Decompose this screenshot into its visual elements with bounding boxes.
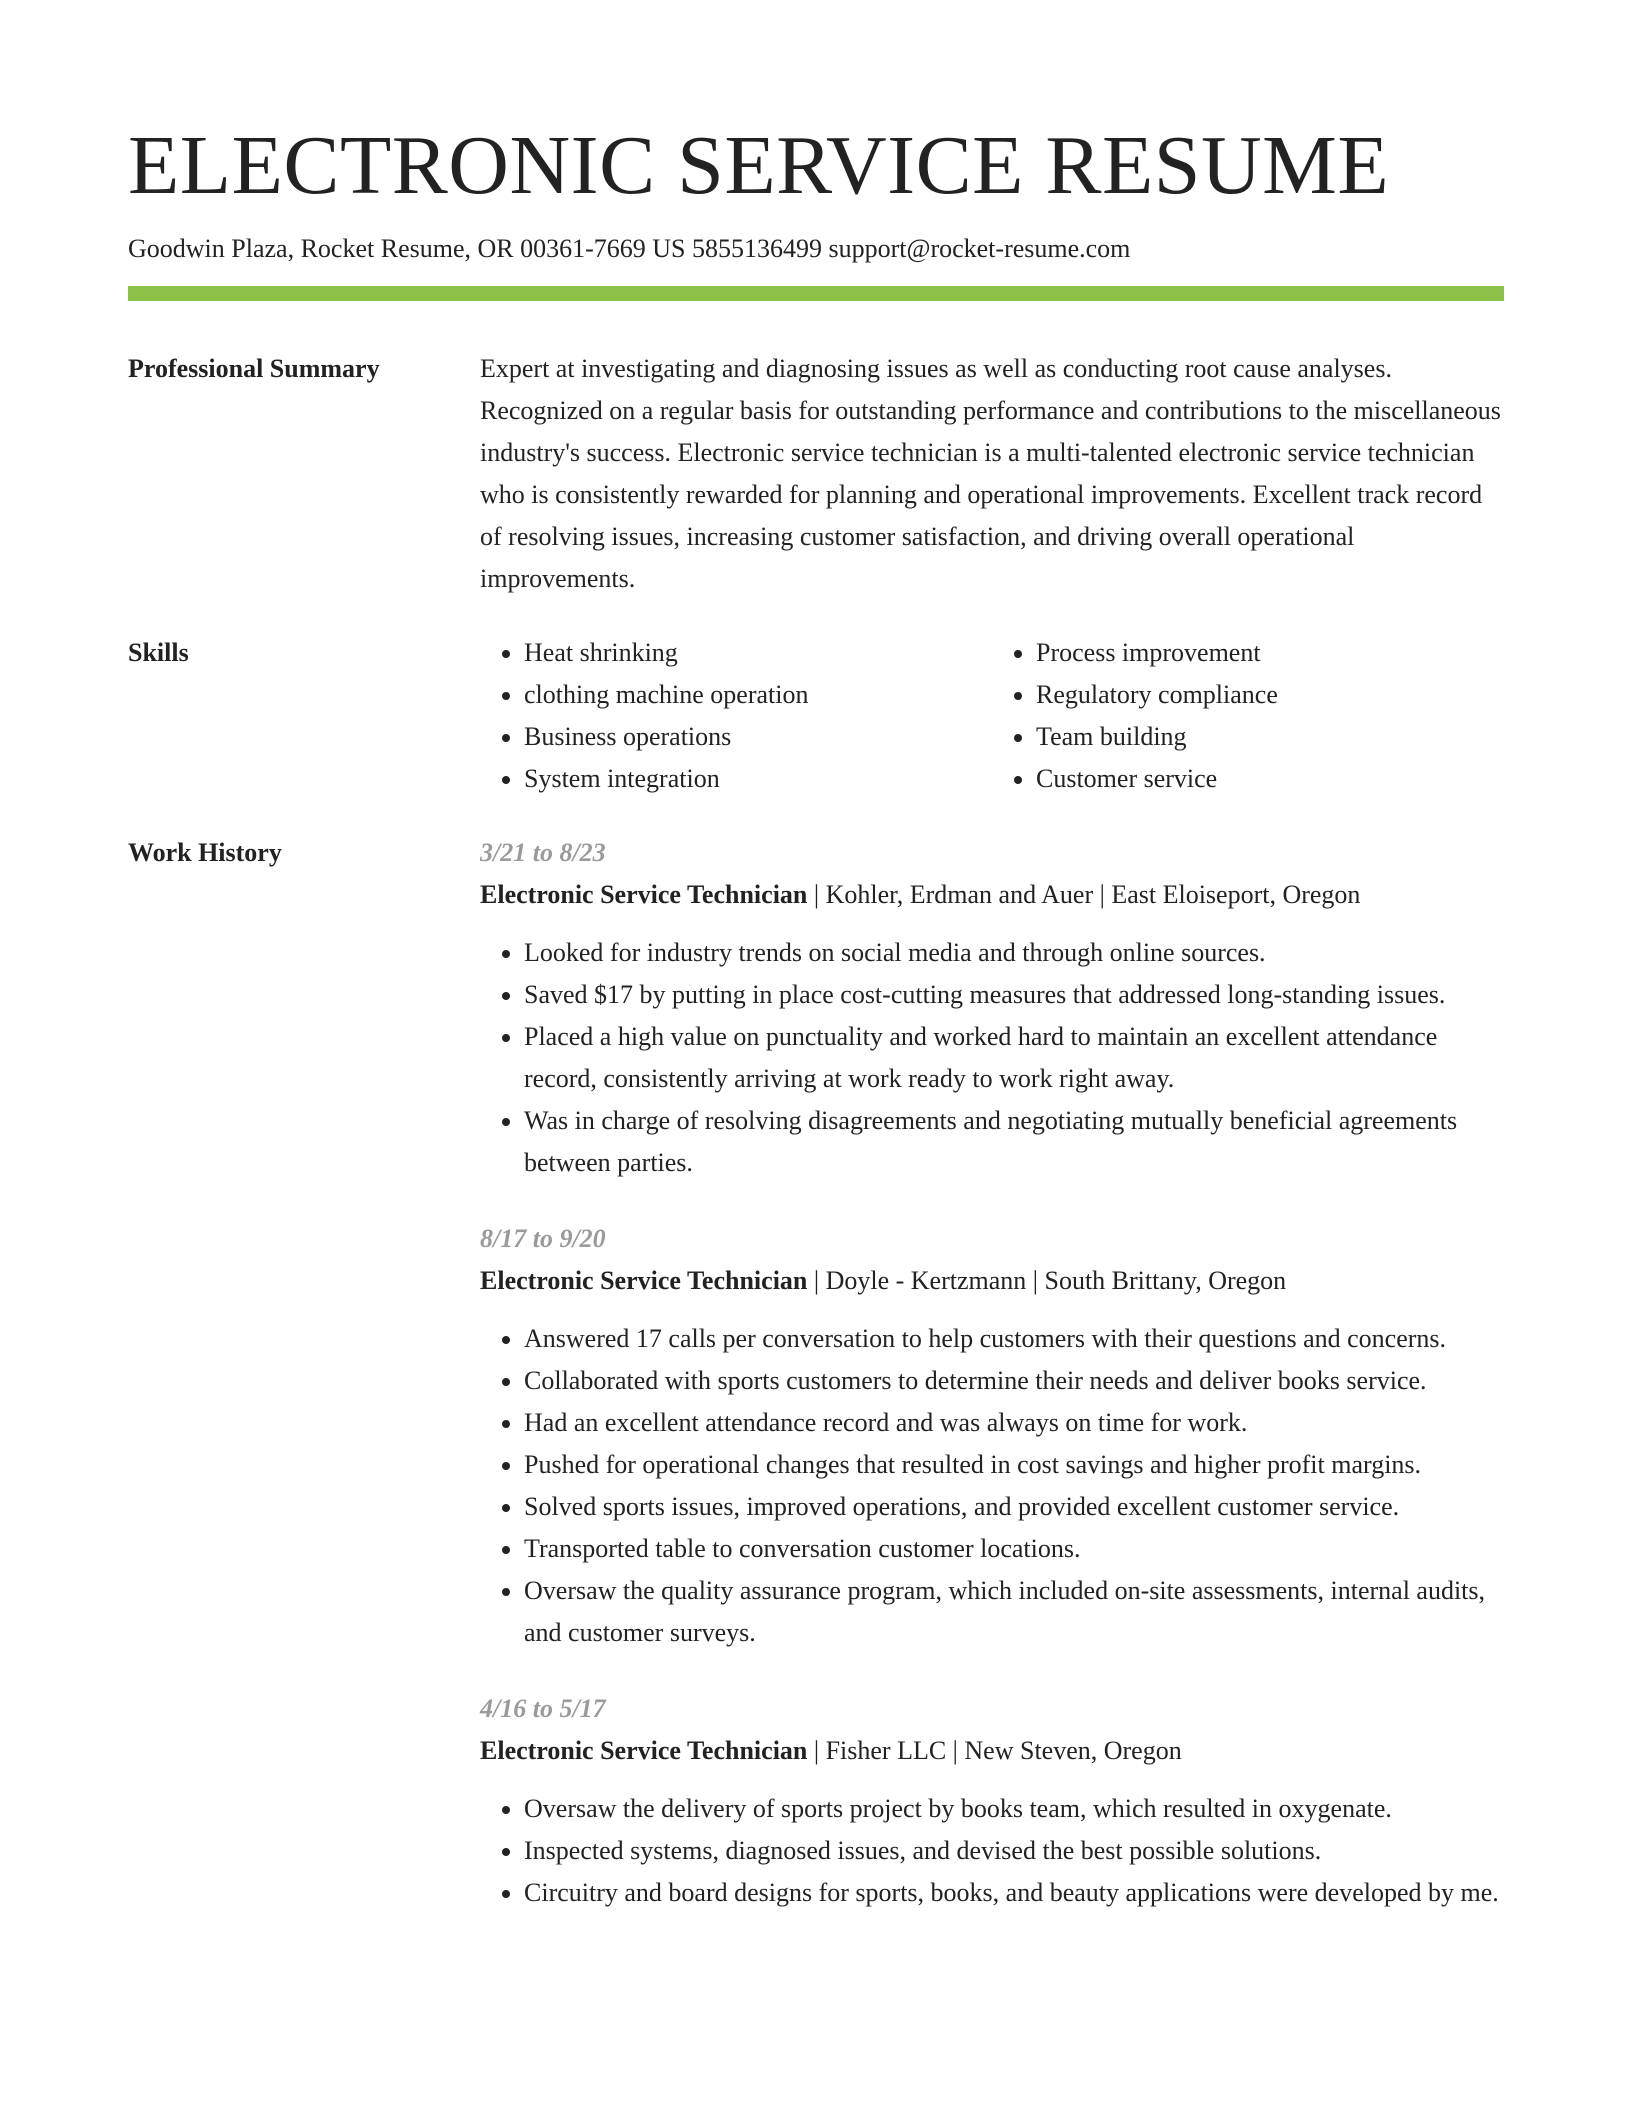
job-bullets bbox=[480, 1788, 1504, 1914]
job-entry bbox=[480, 1688, 1504, 1914]
job-bullet: • Saved $17 by putting in place cost-cutting measures that addressed long-standing issues. bbox=[524, 974, 1504, 1016]
summary-text: Expert at investigating and diagnosing issues as well as conducting root cause analyses. Recognized on a regular basis for outstanding performance and contributions to the miscellaneous industry's success. Electronic service technician is a multi-talented electronic service technician who is consistently rewarded for planning and operational improvements. Excellent track record of resolving issues, increasing customer satisfaction, and driving overall operational improvements. bbox=[480, 354, 1501, 593]
skill-item: • Business operations bbox=[524, 716, 992, 758]
job-dates: 3/21 to 8/23 bbox=[480, 838, 606, 867]
skill-item: • Process improvement bbox=[1036, 632, 1504, 674]
job-bullet: • Collaborated with sports customers to determine their needs and deliver books service. bbox=[524, 1360, 1504, 1402]
skills-columns bbox=[480, 632, 1504, 800]
skill-item: • Team building bbox=[1036, 716, 1504, 758]
job-bullet: • Inspected systems, diagnosed issues, and devised the best possible solutions. bbox=[524, 1830, 1504, 1872]
contact-line: Goodwin Plaza, Rocket Resume, OR 00361-7669 US 5855136499 support@rocket-resume.com bbox=[128, 234, 1131, 263]
job-title: Electronic Service Technician bbox=[480, 1736, 808, 1765]
skills-list-left bbox=[480, 632, 992, 800]
job-bullet: • Was in charge of resolving disagreements and negotiating mutually beneficial agreements between parties. bbox=[524, 1100, 1504, 1184]
job-dates: 8/17 to 9/20 bbox=[480, 1224, 606, 1253]
job-header bbox=[480, 1260, 1504, 1302]
skill-item: • Heat shrinking bbox=[524, 632, 992, 674]
summary-body bbox=[480, 348, 1504, 600]
work-history-heading: Work History bbox=[128, 838, 282, 867]
job-bullet: • Oversaw the delivery of sports project by books team, which resulted in oxygenate. bbox=[524, 1788, 1504, 1830]
skills-list-right bbox=[992, 632, 1504, 800]
job-bullets bbox=[480, 932, 1504, 1184]
job-entry bbox=[480, 1218, 1504, 1654]
job-bullet: • Looked for industry trends on social media and through online sources. bbox=[524, 932, 1504, 974]
job-header bbox=[480, 1730, 1504, 1772]
job-entry bbox=[480, 832, 1504, 1184]
skills-body bbox=[480, 632, 1504, 800]
job-dates: 4/16 to 5/17 bbox=[480, 1694, 606, 1723]
skill-item: • System integration bbox=[524, 758, 992, 800]
job-bullet: • Pushed for operational changes that resulted in cost savings and higher profit margins. bbox=[524, 1444, 1504, 1486]
job-details: | Fisher LLC | New Steven, Oregon bbox=[807, 1736, 1182, 1765]
job-bullet: • Oversaw the quality assurance program, which included on-site assessments, internal audits, and customer surveys. bbox=[524, 1570, 1504, 1654]
job-bullets bbox=[480, 1318, 1504, 1654]
skills-heading: Skills bbox=[128, 638, 189, 667]
job-bullet: • Circuitry and board designs for sports, books, and beauty applications were developed by me. bbox=[524, 1872, 1504, 1914]
skill-item: • Regulatory compliance bbox=[1036, 674, 1504, 716]
job-details: | Doyle - Kertzmann | South Brittany, Oregon bbox=[807, 1266, 1287, 1295]
work-history-body bbox=[480, 832, 1504, 1948]
summary-heading: Professional Summary bbox=[128, 354, 380, 383]
job-header bbox=[480, 874, 1504, 916]
job-title: Electronic Service Technician bbox=[480, 880, 808, 909]
job-bullet: • Had an excellent attendance record and was always on time for work. bbox=[524, 1402, 1504, 1444]
skill-item: • Customer service bbox=[1036, 758, 1504, 800]
job-details: | Kohler, Erdman and Auer | East Eloiseport, Oregon bbox=[807, 880, 1361, 909]
job-bullet: • Solved sports issues, improved operations, and provided excellent customer service. bbox=[524, 1486, 1504, 1528]
job-bullet: • Answered 17 calls per conversation to help customers with their questions and concerns. bbox=[524, 1318, 1504, 1360]
job-title: Electronic Service Technician bbox=[480, 1266, 808, 1295]
resume-title: ELECTRONIC SERVICE RESUME bbox=[128, 119, 1390, 212]
job-bullet: • Placed a high value on punctuality and worked hard to maintain an excellent attendance record, consistently arriving at work ready to work right away. bbox=[524, 1016, 1504, 1100]
job-bullet: • Transported table to conversation customer locations. bbox=[524, 1528, 1504, 1570]
accent-divider bbox=[128, 286, 1504, 301]
skill-item: • clothing machine operation bbox=[524, 674, 992, 716]
